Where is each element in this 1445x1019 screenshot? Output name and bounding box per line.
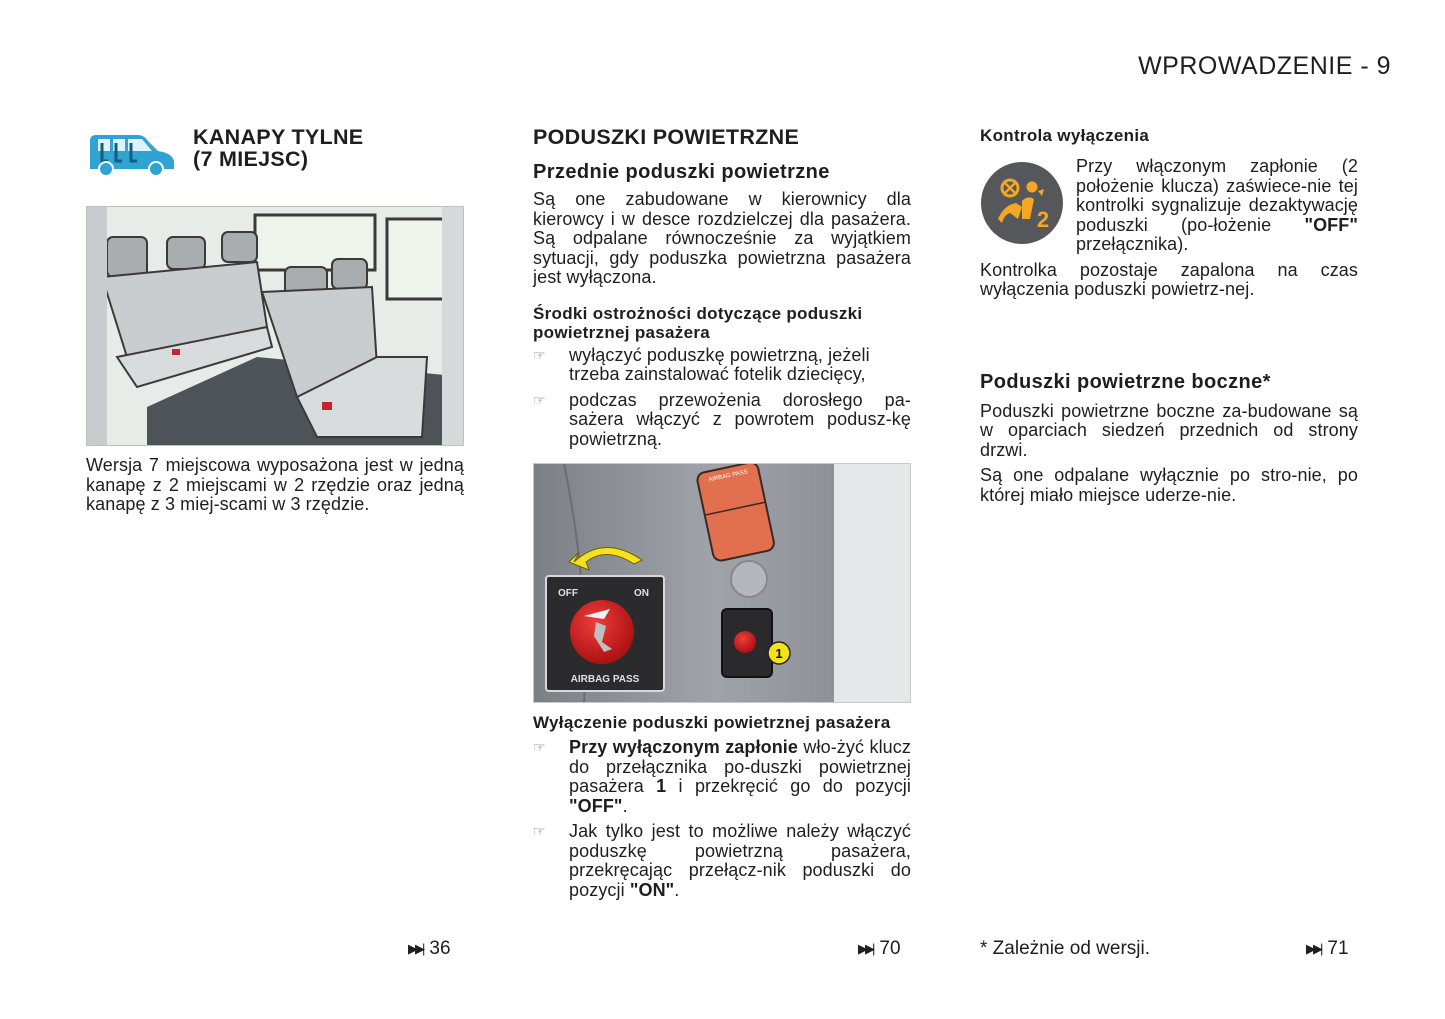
svg-text:2: 2 <box>1036 207 1050 232</box>
pointing-hand-icon: ☞ <box>533 739 546 755</box>
side-airbags-title: Poduszki powietrzne boczne* <box>980 370 1271 393</box>
page-reference-number: 70 <box>879 938 901 959</box>
rear-seats-description: Wersja 7 miejscowa wyposażona jest w jedną kanapę z 2 miejscami w 2 rzędzie oraz jedną kanapę z 3 miej-scami w 3 rzędzie. <box>86 455 464 514</box>
page-reference-number: 71 <box>1327 938 1349 959</box>
section-title-row <box>86 126 464 206</box>
page-reference-number: 36 <box>429 938 451 959</box>
side-airbags-description: Poduszki powietrzne boczne za-budowane są w oparciach siedzeń przednich od strony drzwi. <box>980 400 1358 460</box>
disable-passenger-airbag-title: Wyłączenie poduszki powietrznej pasażera <box>533 713 891 732</box>
column-airbags <box>533 126 911 900</box>
page-header: WPROWADZENIE - 9 <box>1138 52 1391 80</box>
pointing-hand-icon: ☞ <box>533 823 546 839</box>
page-reference-71[interactable] <box>1306 938 1349 960</box>
section-title: KANAPY TYLNE <box>193 125 364 149</box>
front-airbags-description: Są one zabudowane w kierownicy dla kierowcy i w desce rozdzielczej dla pasażera. Są odpalane równocześnie za wyjątkiem sytuacji, gdy poduszka powietrzna pasażera jest wyłączona. <box>533 189 911 287</box>
passenger-airbag-off-icon <box>980 161 1064 245</box>
instruction-step: ☞ Przy wyłączonym zapłonie wło-żyć klucz do przełącznika po-duszki powietrznej pasażera 1 i przekręcić go do pozycji "OFF". <box>533 737 911 816</box>
subsection-title: Przednie poduszki powietrzne <box>533 161 830 183</box>
precautions-title: Środki ostrożności dotyczące poduszki powietrznej pasażera <box>533 303 863 342</box>
svg-text:AIRBAG PASS: AIRBAG PASS <box>708 469 749 484</box>
control-title: Kontrola wyłączenia <box>980 126 1150 145</box>
svg-text:OFF: OFF <box>558 588 578 599</box>
warning-lamp-description: Przy włączonym zapłonie (2 położenie klucza) zaświece-nie tej kontrolki sygnalizuje dezaktywację poduszki (po-łożenie "OFF" przełącznika). <box>1076 156 1358 254</box>
precaution-item: ☞ podczas przewożenia dorosłego pa-sażera włączyć z powrotem podusz-kę powietrzną. <box>533 389 911 449</box>
column-airbag-control <box>980 126 1358 505</box>
instruction-step: ☞ Jak tylko jest to możliwe należy włączyć poduszkę powietrzną pasażera, przekręcając przełącz-nik poduszki do pozycji "ON". <box>533 821 911 900</box>
rear-seats-photo <box>86 206 464 446</box>
precaution-item: ☞ wyłączyć poduszkę powietrzną, jeżeli trzeba zainstalować fotelik dziecięcy, <box>533 344 870 384</box>
svg-text:1: 1 <box>775 646 783 661</box>
warning-lamp-block <box>980 156 1358 255</box>
airbag-switch-photo <box>533 463 911 703</box>
warning-lamp-note: Kontrolka pozostaje zapalona na czas wyłączenia poduszki powietrz-nej. <box>980 259 1358 299</box>
pointing-hand-icon: ☞ <box>533 391 546 408</box>
svg-text:ON: ON <box>634 588 649 599</box>
fast-forward-icon: ▶▶| <box>858 941 873 956</box>
page-reference-70[interactable] <box>858 938 901 960</box>
svg-text:AIRBAG PASS: AIRBAG PASS <box>570 674 640 685</box>
column-rear-seats <box>86 126 464 515</box>
rear-seats-illustration <box>87 207 464 446</box>
van-icon <box>86 129 178 179</box>
footnote: * Zależnie od wersji. <box>980 938 1151 959</box>
section-title: PODUSZKI POWIETRZNE <box>533 125 800 149</box>
fast-forward-icon: ▶▶| <box>408 941 423 956</box>
section-title-sub: (7 MIEJSC) <box>193 147 309 171</box>
page-reference-36[interactable] <box>408 938 451 960</box>
pointing-hand-icon: ☞ <box>533 346 546 363</box>
airbag-switch-illustration <box>534 464 911 703</box>
side-airbags-deployment: Są one odpalane wyłącznie po stro-nie, po której miało miejsce uderze-nie. <box>980 465 1358 505</box>
fast-forward-icon: ▶▶| <box>1306 941 1321 956</box>
